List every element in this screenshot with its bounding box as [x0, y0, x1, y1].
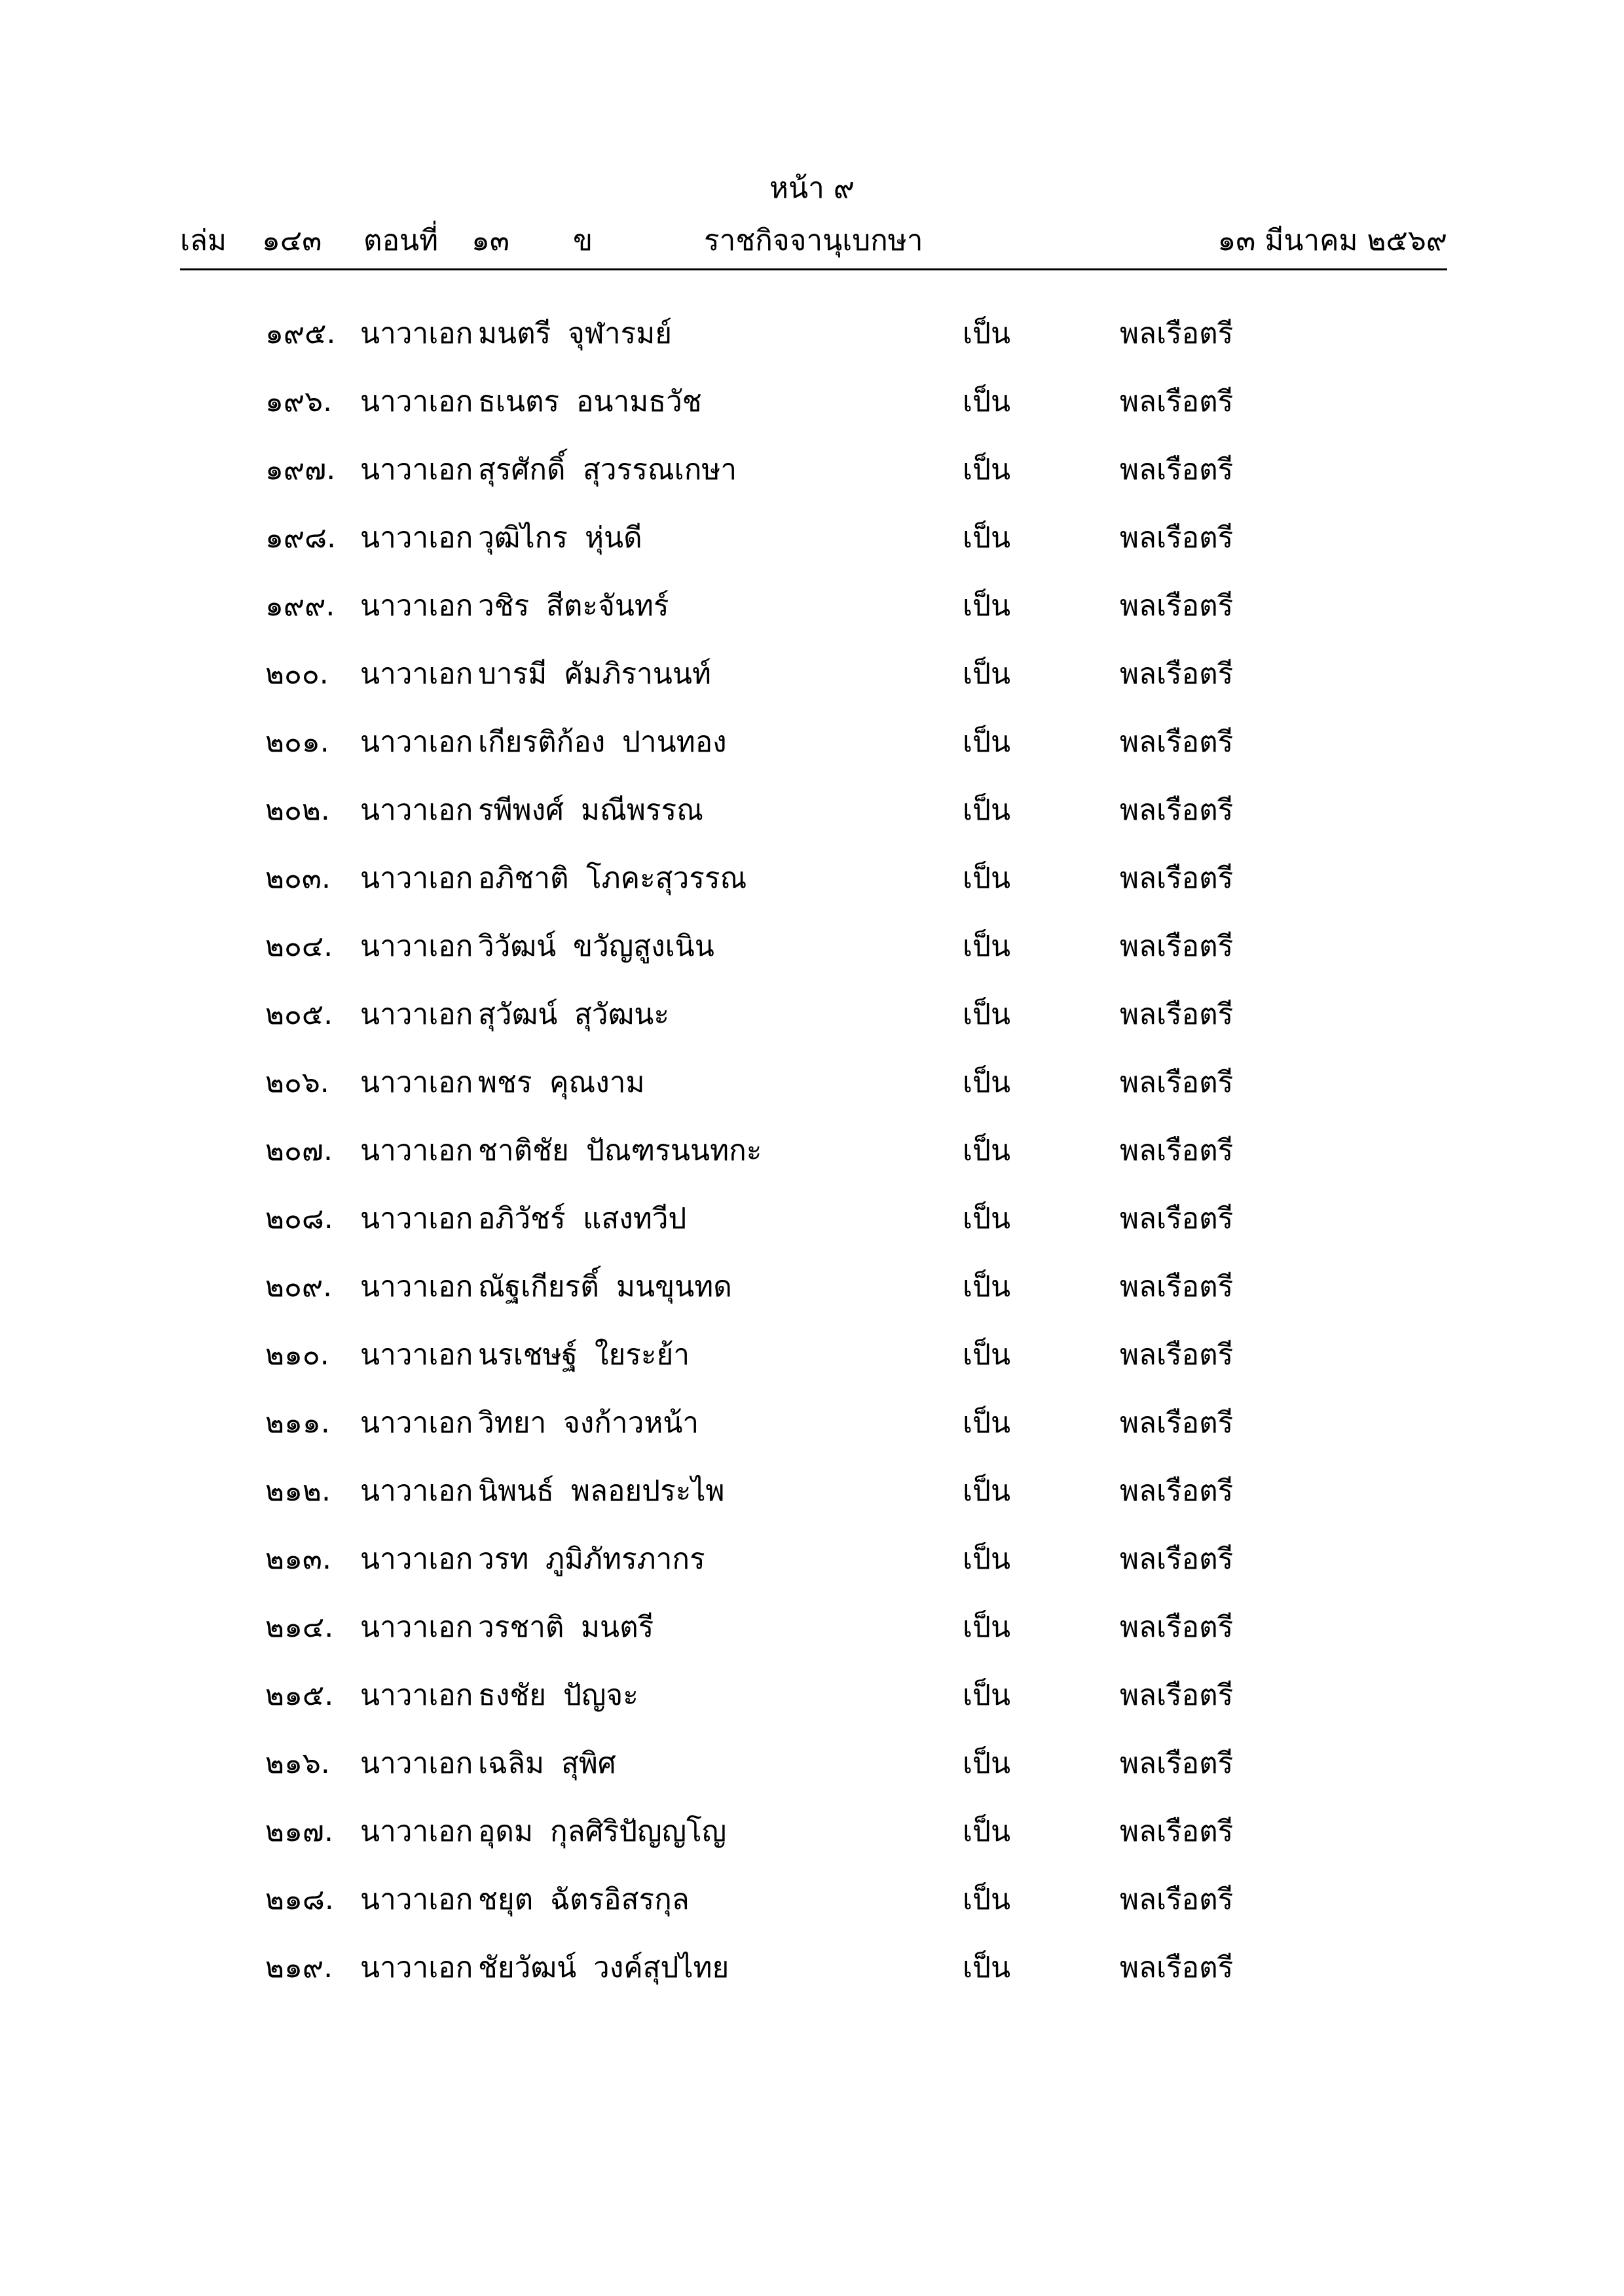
be-word: เป็น	[963, 1679, 1011, 1712]
entry-number: ๒๐๓.	[265, 862, 331, 895]
list-item	[0, 1676, 1624, 1744]
volume-label: เล่ม	[180, 224, 227, 257]
promotion-list	[0, 314, 1624, 2016]
first-name: ชาติชัย	[478, 1134, 569, 1167]
entry-number: ๒๐๕.	[265, 998, 333, 1031]
be-word: เป็น	[963, 317, 1011, 350]
first-name: ธเนตร	[478, 385, 560, 418]
entry-number: ๒๑๐.	[265, 1338, 329, 1372]
current-rank: นาวาเอก	[360, 1270, 473, 1303]
current-rank: นาวาเอก	[360, 521, 473, 555]
first-name: เฉลิม	[478, 1747, 544, 1780]
first-name: นิพนธ์	[478, 1474, 555, 1508]
new-rank: พลเรือตรี	[1120, 1883, 1234, 1916]
entry-number: ๒๐๑.	[265, 725, 329, 759]
new-rank: พลเรือตรี	[1120, 589, 1234, 623]
be-word: เป็น	[963, 1542, 1011, 1576]
current-rank: นาวาเอก	[360, 1542, 473, 1576]
new-rank: พลเรือตรี	[1120, 793, 1234, 827]
entry-number: ๒๐๒.	[265, 793, 330, 827]
issue-label: ตอนที่	[363, 224, 439, 257]
first-name: รพีพงศ์	[478, 793, 564, 827]
be-word: เป็น	[963, 1270, 1011, 1303]
current-rank: นาวาเอก	[360, 998, 473, 1031]
last-name: คัมภิรานนท์	[564, 657, 711, 691]
new-rank: พลเรือตรี	[1120, 317, 1234, 350]
be-word: เป็น	[963, 1338, 1011, 1372]
current-rank: นาวาเอก	[360, 725, 473, 759]
header-divider	[180, 268, 1447, 270]
list-item	[0, 1131, 1624, 1199]
be-word: เป็น	[963, 385, 1011, 418]
first-name: นรเชษฐ์	[478, 1338, 578, 1372]
new-rank: พลเรือตรี	[1120, 1134, 1234, 1167]
be-word: เป็น	[963, 862, 1011, 895]
be-word: เป็น	[963, 1611, 1011, 1644]
entry-number: ๑๙๗.	[265, 453, 336, 486]
list-item	[0, 927, 1624, 995]
entry-number: ๒๑๘.	[265, 1883, 334, 1916]
be-word: เป็น	[963, 453, 1011, 486]
current-rank: นาวาเอก	[360, 385, 473, 418]
entry-number: ๒๑๔.	[265, 1611, 334, 1644]
first-name: บารมี	[478, 657, 547, 691]
last-name: สีตะจันทร์	[546, 589, 669, 623]
entry-number: ๒๑๓.	[265, 1542, 331, 1576]
last-name: จุฬารมย์	[568, 317, 672, 350]
first-name: อุดม	[478, 1815, 534, 1848]
new-rank: พลเรือตรี	[1120, 521, 1234, 555]
new-rank: พลเรือตรี	[1120, 862, 1234, 895]
last-name: ปานทอง	[622, 725, 727, 759]
last-name: แสงทวีป	[583, 1202, 687, 1235]
entry-number: ๒๐๙.	[265, 1270, 333, 1303]
gazette-title: ราชกิจจานุเบกษา	[704, 224, 923, 257]
current-rank: นาวาเอก	[360, 1066, 473, 1099]
last-name: มนตรี	[581, 1611, 654, 1644]
list-item	[0, 791, 1624, 859]
last-name: คุณงาม	[549, 1066, 645, 1099]
current-rank: นาวาเอก	[360, 453, 473, 486]
first-name: มนตรี	[478, 317, 551, 350]
entry-number: ๑๙๘.	[265, 521, 337, 555]
list-item	[0, 519, 1624, 587]
last-name: จงก้าวหน้า	[563, 1406, 699, 1440]
current-rank: นาวาเอก	[360, 1202, 473, 1235]
new-rank: พลเรือตรี	[1120, 725, 1234, 759]
first-name: ณัฐเกียรติ์	[478, 1270, 599, 1303]
first-name: วิวัฒน์	[478, 930, 557, 963]
be-word: เป็น	[963, 589, 1011, 623]
gazette-header	[180, 221, 1447, 268]
last-name: มณีพรรณ	[581, 793, 703, 827]
new-rank: พลเรือตรี	[1120, 385, 1234, 418]
current-rank: นาวาเอก	[360, 1134, 473, 1167]
list-item	[0, 1880, 1624, 1948]
current-rank: นาวาเอก	[360, 657, 473, 691]
last-name: โภคะสุวรรณ	[586, 862, 747, 895]
current-rank: นาวาเอก	[360, 930, 473, 963]
first-name: อภิวัชร์	[478, 1202, 566, 1235]
page-number: หน้า ๙	[769, 172, 855, 205]
entry-number: ๒๐๐.	[265, 657, 329, 691]
entry-number: ๑๙๕.	[265, 317, 336, 350]
be-word: เป็น	[963, 725, 1011, 759]
list-item	[0, 1267, 1624, 1336]
last-name: พลอยประไพ	[571, 1474, 725, 1508]
new-rank: พลเรือตรี	[1120, 453, 1234, 486]
list-item	[0, 1063, 1624, 1131]
first-name: วุฒิไกร	[478, 521, 568, 555]
first-name: เกียรติก้อง	[478, 725, 606, 759]
entry-number: ๒๑๒.	[265, 1474, 331, 1508]
be-word: เป็น	[963, 1815, 1011, 1848]
last-name: ใยระย้า	[595, 1338, 690, 1372]
entry-number: ๒๑๙.	[265, 1951, 333, 1984]
list-item	[0, 995, 1624, 1063]
new-rank: พลเรือตรี	[1120, 657, 1234, 691]
first-name: อภิชาติ	[478, 862, 569, 895]
first-name: วิทยา	[478, 1406, 547, 1440]
current-rank: นาวาเอก	[360, 1679, 473, 1712]
be-word: เป็น	[963, 998, 1011, 1031]
last-name: ขวัญสูงเนิน	[573, 930, 714, 963]
first-name: สุรศักดิ์	[478, 453, 566, 486]
be-word: เป็น	[963, 1951, 1011, 1984]
new-rank: พลเรือตรี	[1120, 1066, 1234, 1099]
new-rank: พลเรือตรี	[1120, 998, 1234, 1031]
current-rank: นาวาเอก	[360, 793, 473, 827]
new-rank: พลเรือตรี	[1120, 1815, 1234, 1848]
last-name: สุพิศ	[561, 1747, 616, 1780]
first-name: วรท	[478, 1542, 529, 1576]
be-word: เป็น	[963, 793, 1011, 827]
last-name: วงค์สุปไทย	[593, 1951, 729, 1984]
entry-number: ๒๐๗.	[265, 1134, 333, 1167]
entry-number: ๒๑๖.	[265, 1747, 330, 1780]
last-name: สุวัฒนะ	[574, 998, 670, 1031]
list-item	[0, 587, 1624, 655]
list-item	[0, 1199, 1624, 1267]
be-word: เป็น	[963, 1747, 1011, 1780]
new-rank: พลเรือตรี	[1120, 930, 1234, 963]
be-word: เป็น	[963, 1066, 1011, 1099]
first-name: วรชาติ	[478, 1611, 564, 1644]
first-name: ชยุต	[478, 1883, 534, 1916]
be-word: เป็น	[963, 1474, 1011, 1508]
issue-number: ๑๓	[471, 224, 510, 257]
volume-number: ๑๔๓	[262, 224, 322, 257]
current-rank: นาวาเอก	[360, 1883, 473, 1916]
be-word: เป็น	[963, 1202, 1011, 1235]
list-item	[0, 1336, 1624, 1404]
current-rank: นาวาเอก	[360, 1747, 473, 1780]
current-rank: นาวาเอก	[360, 1951, 473, 1984]
be-word: เป็น	[963, 1406, 1011, 1440]
be-word: เป็น	[963, 657, 1011, 691]
first-name: ชัยวัฒน์	[478, 1951, 577, 1984]
current-rank: นาวาเอก	[360, 1406, 473, 1440]
last-name: ปัญจะ	[563, 1679, 638, 1712]
last-name: หุ่นดี	[585, 521, 642, 555]
new-rank: พลเรือตรี	[1120, 1747, 1234, 1780]
last-name: ภูมิภัทรภากร	[545, 1542, 705, 1576]
first-name: พชร	[478, 1066, 532, 1099]
current-rank: นาวาเอก	[360, 1338, 473, 1372]
entry-number: ๒๑๗.	[265, 1815, 334, 1848]
first-name: วชิร	[478, 589, 530, 623]
list-item	[0, 1608, 1624, 1676]
new-rank: พลเรือตรี	[1120, 1951, 1234, 1984]
be-word: เป็น	[963, 521, 1011, 555]
be-word: เป็น	[963, 1134, 1011, 1167]
new-rank: พลเรือตรี	[1120, 1270, 1234, 1303]
entry-number: ๒๐๖.	[265, 1066, 329, 1099]
last-name: อนามธวัช	[576, 385, 702, 418]
section-letter: ข	[573, 224, 593, 257]
last-name: ปัณฑรนนทกะ	[586, 1134, 762, 1167]
last-name: มนขุนทด	[616, 1270, 732, 1303]
list-item	[0, 1472, 1624, 1540]
entry-number: ๒๑๕.	[265, 1679, 334, 1712]
new-rank: พลเรือตรี	[1120, 1406, 1234, 1440]
entry-number: ๑๙๖.	[265, 385, 333, 418]
current-rank: นาวาเอก	[360, 1474, 473, 1508]
new-rank: พลเรือตรี	[1120, 1202, 1234, 1235]
list-item	[0, 1744, 1624, 1812]
current-rank: นาวาเอก	[360, 1815, 473, 1848]
list-item	[0, 1948, 1624, 2016]
entry-number: ๒๑๑.	[265, 1406, 330, 1440]
last-name: สุวรรณเกษา	[583, 453, 737, 486]
list-item	[0, 1404, 1624, 1472]
current-rank: นาวาเอก	[360, 1611, 473, 1644]
list-item	[0, 1812, 1624, 1880]
entry-number: ๑๙๙.	[265, 589, 335, 623]
last-name: ฉัตรอิสรกุล	[550, 1883, 690, 1916]
entry-number: ๒๐๔.	[265, 930, 333, 963]
list-item	[0, 655, 1624, 723]
new-rank: พลเรือตรี	[1120, 1611, 1234, 1644]
list-item	[0, 450, 1624, 519]
current-rank: นาวาเอก	[360, 862, 473, 895]
list-item	[0, 723, 1624, 791]
list-item	[0, 314, 1624, 382]
current-rank: นาวาเอก	[360, 317, 473, 350]
first-name: ธงชัย	[478, 1679, 546, 1712]
new-rank: พลเรือตรี	[1120, 1338, 1234, 1372]
list-item	[0, 382, 1624, 450]
entry-number: ๒๐๘.	[265, 1202, 333, 1235]
first-name: สุวัฒน์	[478, 998, 558, 1031]
be-word: เป็น	[963, 1883, 1011, 1916]
list-item	[0, 859, 1624, 927]
new-rank: พลเรือตรี	[1120, 1474, 1234, 1508]
be-word: เป็น	[963, 930, 1011, 963]
current-rank: นาวาเอก	[360, 589, 473, 623]
new-rank: พลเรือตรี	[1120, 1679, 1234, 1712]
list-item	[0, 1540, 1624, 1608]
new-rank: พลเรือตรี	[1120, 1542, 1234, 1576]
publication-date: ๑๓ มีนาคม ๒๕๖๙	[1217, 224, 1447, 257]
last-name: กุลศิริปัญญโญ	[550, 1815, 727, 1848]
